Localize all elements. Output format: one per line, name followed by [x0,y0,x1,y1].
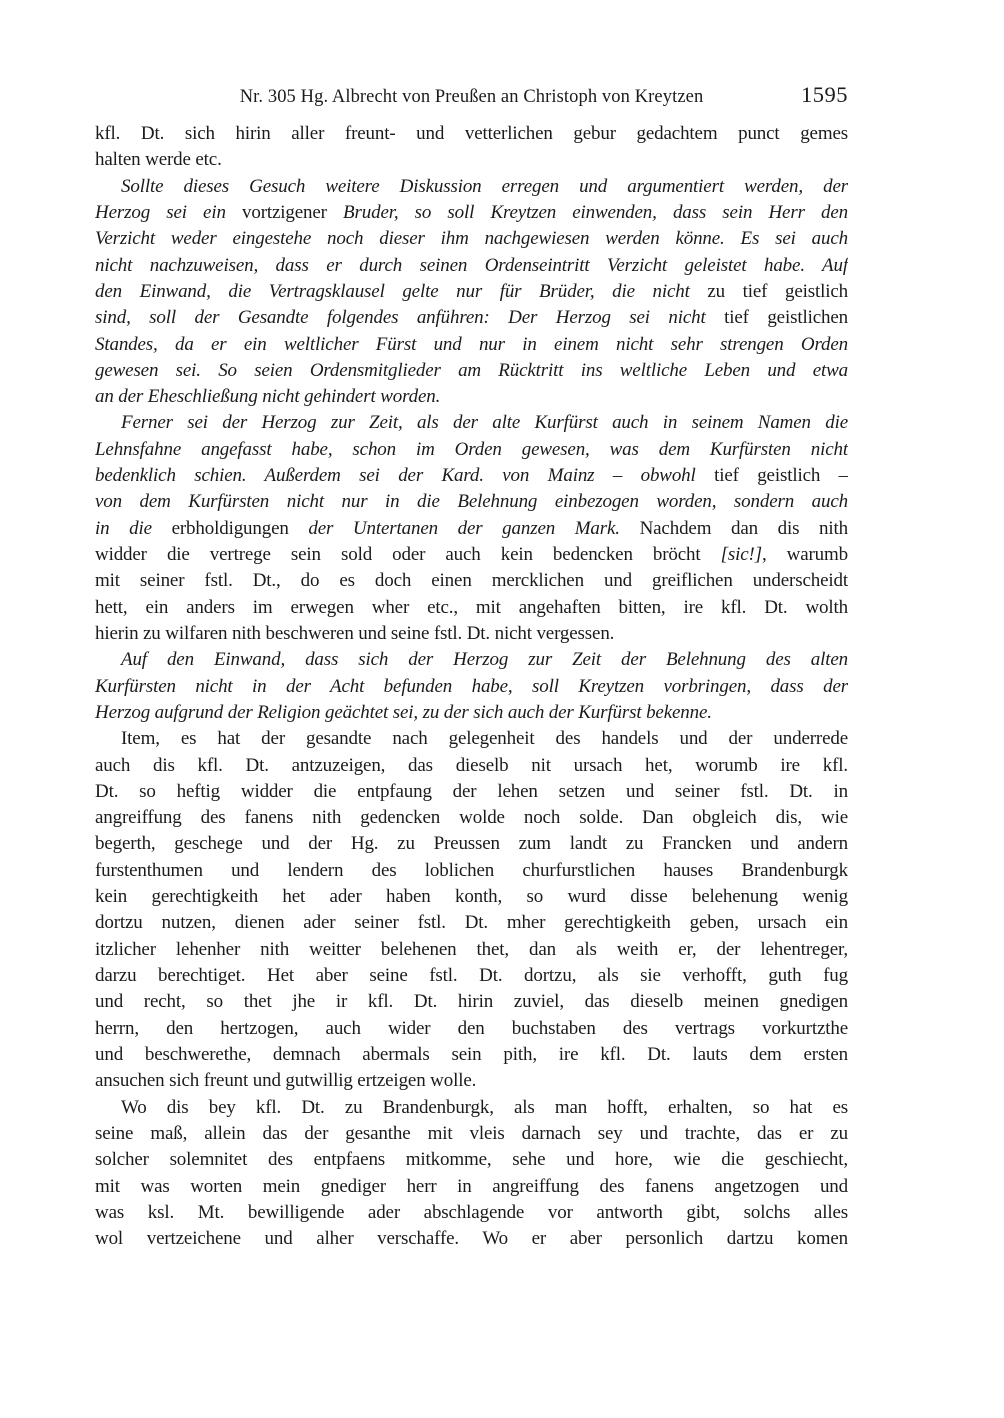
italic-text-segment: der Untertanen der ganzen Mark. [308,517,620,539]
text-line [95,595,848,621]
text-line [95,358,848,384]
paragraph [95,121,848,174]
roman-text-segment: solcher solemnitet des entpfaens mitkomme, sehe und hore, wie die geschiecht, [95,1149,848,1171]
text-line [95,753,848,779]
italic-text-segment: den Einwand, die Vertragsklausel gelte nur für Brüder, die nicht [95,280,708,302]
text-line [95,1174,848,1200]
roman-text-segment: und beschwerethe, demnach abermals sein pith, ire kfl. Dt. lauts dem ersten [95,1043,848,1065]
roman-text-segment: dortzu nutzen, dienen ader seiner fstl. Dt. mher gerechtigkeith geben, ursach ein [95,912,848,934]
text-line [95,437,848,463]
text-line [95,147,848,173]
paragraph [95,647,848,726]
roman-text-segment: itzlicher lehenher nith weitter belehenen thet, dan als weith er, der lehentreger, [95,938,848,960]
italic-text-segment: an der Eheschließung nicht gehindert worden. [95,386,441,408]
roman-text-segment: begerth, geschege und der Hg. zu Preussen zum landt zu Francken und andern [95,833,848,855]
roman-text-segment: erbholdigungen [171,517,309,539]
text-line [95,1068,848,1094]
roman-text-segment: hett, ein anders im erwegen wher etc., mit angehaften bitten, ire kfl. Dt. wolth [95,596,848,618]
text-line [95,516,848,542]
italic-text-segment: von dem Kurfürsten nicht nur in die Belehnung einbezogen worden, sondern auch [95,491,848,513]
roman-text-segment: Item, es hat der gesandte nach gelegenheit des handels und der underrede [121,728,848,750]
text-line [95,279,848,305]
roman-text-segment: mit seiner fstl. Dt., do es doch einen mercklichen und greiflichen underscheidt [95,570,848,592]
italic-text-segment: sind, soll der Gesandte folgendes anführen: Der Herzog sei nicht [95,307,725,329]
roman-text-segment: kein gerechtigkeith het ader haben konth, so wurd disse belehenung wenig [95,886,848,908]
text-line [95,831,848,857]
roman-text-segment: zu tief geistlich [707,280,848,302]
text-line [95,332,848,358]
text-line [95,1226,848,1252]
roman-text-segment: ansuchen sich freunt und gutwillig ertzeigen wolle. [95,1070,477,1092]
italic-text-segment: in die [95,517,172,539]
roman-text-segment: hierin zu wilfaren nith beschweren und seine fstl. Dt. nicht vergessen. [95,622,615,644]
text-line [95,805,848,831]
roman-text-segment: kfl. Dt. sich hirin aller freunt- und vetterlichen gebur gedachtem punct gemes [95,123,848,144]
text-line [95,384,848,410]
text-line [95,174,848,200]
paragraph [95,726,848,1094]
text-line [95,253,848,279]
italic-text-segment: Herzog aufgrund der Religion geächtet sei, zu der sich auch der Kurfürst bekenne. [95,701,712,723]
text-line [95,568,848,594]
italic-text-segment: Lehnsfahne angefasst habe, schon im Orden gewesen, was dem Kurfürsten nicht [95,438,848,460]
roman-text-segment: und recht, so thet jhe ir kfl. Dt. hirin zuviel, das dieselb meinen gnedigen [95,991,848,1013]
text-line [95,200,848,226]
italic-text-segment: Sollte dieses Gesuch weitere Diskussion erregen und argumentiert werden, der [121,175,848,197]
running-title: Nr. 305 Hg. Albrecht von Preußen an Christoph von Kreytzen [239,87,704,107]
text-line [95,858,848,884]
italic-text-segment: bedenklich schien. Außerdem sei der Kard. von Mainz – obwohl [95,465,715,487]
italic-text-segment: Verzicht weder eingestehe noch dieser ihm nachgewiesen werden könne. Es sei auch [95,228,848,250]
text-line [95,674,848,700]
text-line [95,989,848,1015]
text-line [95,1095,848,1121]
roman-text-segment: angreiffung des fanens nith gedencken wolde noch solde. Dan obgleich dis, wie [95,807,848,829]
italic-text-segment: Auf den Einwand, dass sich der Herzog zur Zeit der Belehnung des alten [121,649,848,671]
text-line [95,779,848,805]
italic-text-segment: Herzog sei ein [95,201,242,223]
roman-text-segment: wol vertzeichene und alher verschaffe. Wo er aber personlich dartzu komen [95,1228,848,1250]
text-line [95,1147,848,1173]
roman-text-segment: widder die vertrege sein sold oder auch kein bedencken bröcht [95,544,721,565]
roman-text-segment: tief geistlichen [724,307,848,329]
text-line [95,410,848,436]
text-line [95,1121,848,1147]
italic-text-segment: nicht nachzuweisen, dass er durch seinen Ordenseintritt Verzicht geleistet habe. Auf [95,254,848,276]
roman-text-segment: vortzigener [242,201,344,223]
paragraph [95,410,848,647]
text-line [95,463,848,489]
text-line [95,305,848,331]
page-number: 1595 [801,82,848,107]
text-line [95,489,848,515]
roman-text-segment: tief geistlich – [714,465,848,487]
roman-text-segment: auch dis kfl. Dt. antzuzeigen, das dieselb nit ursach het, worumb ire kfl. [95,754,848,776]
text-line [95,910,848,936]
roman-text-segment: was ksl. Mt. bewilligende ader abschlagende vor antworth gibt, solchs alles [95,1201,848,1223]
roman-text-segment: mit was worten mein gnediger herr in angreiffung des fanens angetzogen und [95,1175,848,1197]
italic-text-segment: gewesen sei. So seien Ordensmitglieder am Rücktritt ins weltliche Leben und etwa [95,359,848,381]
text-line [95,226,848,252]
text-line [95,937,848,963]
roman-text-segment: furstenthumen und lendern des loblichen churfurstlichen hauses Brandenburgk [95,859,848,881]
italic-text-segment: Kurfürsten nicht in der Acht befunden habe, soll Kreytzen vorbringen, dass der [95,675,848,697]
text-line [95,542,848,568]
text-line [95,1200,848,1226]
text-line [95,121,848,147]
roman-text-segment: Nachdem dan dis nith [619,517,848,539]
roman-text-segment: seine maß, allein das der gesanthe mit vleis darnach sey und trachte, das er zu [95,1122,848,1144]
text-line [95,621,848,647]
text-block [95,121,848,1252]
text-line [95,1042,848,1068]
roman-text-segment: herrn, den hertzogen, auch wider den buchstaben des vertrags vorkurtzthe [95,1017,848,1039]
text-line [95,726,848,752]
roman-text-segment: Wo dis bey kfl. Dt. zu Brandenburgk, als man hofft, erhalten, so hat es [121,1096,848,1118]
italic-text-segment: Standes, da er ein weltlicher Fürst und nur in einem nicht sehr strengen Orden [95,333,848,355]
roman-text-segment: , warumb [761,544,848,565]
roman-text-segment: halten werde etc. [95,149,222,171]
text-line [95,647,848,673]
text-line [95,963,848,989]
page-header [95,82,848,111]
italic-text-segment: [sic!] [720,544,762,565]
roman-text-segment: darzu berechtiget. Het aber seine fstl. Dt. dortzu, als sie verhofft, guth fug [95,965,848,986]
paragraph [95,1095,848,1253]
italic-text-segment: Ferner sei der Herzog zur Zeit, als der alte Kurfürst auch in seinem Namen die [121,412,848,434]
roman-text-segment: Dt. so heftig widder die entpfaung der lehen setzen und seiner fstl. Dt. in [95,780,848,802]
text-line [95,1016,848,1042]
italic-text-segment: Bruder, so soll Kreytzen einwenden, dass sein Herr den [343,201,848,223]
text-line [95,884,848,910]
text-line [95,700,848,726]
paragraph [95,174,848,411]
